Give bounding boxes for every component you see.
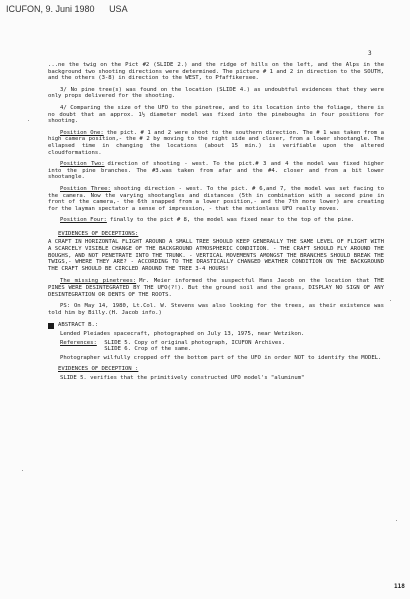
references [60, 340, 384, 353]
reference-slide-5: SLIDE 5. Copy of original photograph, ICUFON Archives. [104, 339, 285, 346]
reference-slide-6: SLIDE 6. Crop of the same. [104, 346, 192, 353]
abstract-heading: ABSTRACT B.: [58, 322, 99, 329]
position-three-text: shooting direction - west. To the pict. # 6,and 7, the model was set facing to the camera. Now the varying shootangles and distances (5th in combination with a second pine in front of the camera,- the 6th snapped from a lower position,- and the 7th more lower) are creating for the layman spectator a sense of impression, - that the motionless UFO really moves. [48, 185, 385, 212]
position-one [48, 130, 384, 156]
position-one-text: the pict. # 1 and 2 were shoot to the southern direction. The # 1 was taken from a high camera position,- the # 2 by moving to the right side and closer, from a lower shootangle. The ellapsed time in changing the locations (about 15 min.) is verifiable upon the altered cloudformations. [48, 129, 384, 156]
photographer-note: Photographer wilfully cropped off the bottom part of the UFO in order NOT to identify the MODEL. [60, 354, 382, 361]
abstract-line: Lended Pleiades spacecraft, photographed on July 13, 1975, near Wetzikon. [60, 331, 305, 337]
position-four [48, 217, 384, 224]
paragraph-3: 3/ No pine tree(s) was found on the location (SLIDE 4.) as undoubtful evidences that they were only props delivered for the shooting. [48, 86, 384, 100]
evidences-text: A CRAFT IN HORIZONTAL FLIGHT AROUND A SMALL TREE SHOULD KEEP GENERALLY THE SAME LEVEL OF FLIGHT WITH A SCARCELY VISIBLE CHANGE OF THE BACKGROUND ATMOSPHERIC CONDITION. - THE CRAFT SHOULD FLY AROUND THE BOUGHS, AND NOT PENETRATE INTO THE TRUNK. - VERTICAL MOVEMENTS AMONGST THE BRANCHES SHOULD BREAK THE TWIGS,- WHERE THEY ARE? - ACCORDING TO THE DRASTICALLY CHANGED WEATHER CONDITION ON THE BACKGROUND THE CRAFT SHOULD BE CIRCLED AROUND THE TREE 3-4 HOURS! [48, 239, 384, 272]
evidences-2-heading: EVIDENCES OF DECEPTION : [58, 366, 139, 373]
evidences-heading: EVIDENCES OF DECEPTIONS: [58, 230, 139, 237]
missing-pinetrees [48, 278, 384, 298]
abstract-heading-row [48, 322, 384, 329]
square-bullet-icon [48, 323, 54, 329]
scan-speck [390, 300, 391, 301]
header-title: ICUFON, 9. Juni 1980 [6, 4, 95, 14]
position-one-label: Position One: [60, 129, 104, 136]
page-number: 3 [368, 50, 372, 57]
position-two-label: Position Two: [60, 161, 105, 168]
position-two-text: direction of shooting - west. To the pict.# 3 and 4 the model was fixed higher into the pine branches. The #3.was taken from afar and the #4. closer and from a bit lower shootangle. [48, 161, 384, 181]
missing-pinetrees-label: The missing pinetrees: [60, 278, 137, 285]
position-three [48, 186, 384, 212]
references-label: References: [60, 339, 97, 346]
position-two [48, 161, 384, 181]
evidences-section [48, 229, 384, 273]
position-three-label: Position Three: [60, 185, 111, 192]
scan-speck [396, 520, 397, 521]
paragraph-4: 4/ Comparing the size of the UFO to the pinetree, and to its location into the foliage, there is no doubt that an approx. 1½ diameter model was fixed into the pineboughs in four positions for shooting. [48, 104, 384, 125]
page-header [6, 4, 140, 14]
header-country: USA [109, 4, 128, 14]
position-four-text: finally to the pict # 8, the model was fixed near to the top of the pine. [109, 217, 355, 224]
document-body [48, 62, 384, 387]
scan-speck [28, 120, 29, 121]
footer-number: 118 [394, 583, 405, 590]
evidences-2-text: SLIDE 5. verifies that the primitively constructed UFO model's "aluminum" [60, 374, 305, 381]
position-four-label: Position Four: [60, 217, 107, 224]
scan-speck [22, 470, 23, 471]
postscript: PS: On May 14, 1980, Lt.Col. W. Stevens was also looking for the trees, as their existence was told him by Billy.(H. Jacob info.) [48, 303, 384, 316]
missing-pinetrees-text: Mr. Meier informed the suspectful Hans Jacob on the location that THE PINES WERE DESINTEGRATED BY THE UFO(?!). But the ground soil and the grass, DISPLAY NO SIGN OF ANY DESINTEGRATION OR DENTS OF THE ROOTS. [48, 278, 384, 298]
references-list [104, 340, 285, 353]
paragraph-intro: ...ne the twig on the Pict #2 (SLIDE 2.) and the ridge of hills on the left, and the Alps in the background two shooting directions were determined. The picture # 1 and 2 in direction to the SOUTH, and the others (3-8) in direction to the WEST, to Pfaffikersee. [48, 62, 384, 82]
